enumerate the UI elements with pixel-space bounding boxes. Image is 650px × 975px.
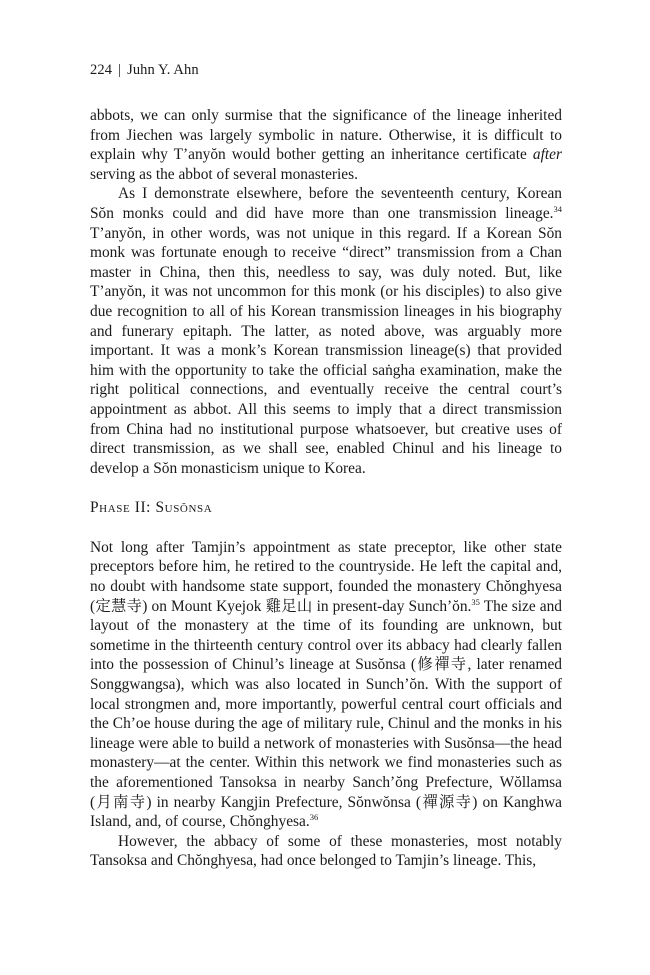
emphasis-after: after <box>532 146 562 164</box>
paragraph-1: abbots, we can only surmise that the significance of the lineage inherited from Jiechen was largely symbolic in nature. Otherwise, it is difficult to explain why T’anyŏn would bother getting an inheritance certificate after serving as the abbot of several monasteries. <box>90 107 562 183</box>
footnote-ref-34: 34 <box>553 203 562 214</box>
paragraph-4: However, the abbacy of some of these monasteries, most notably Tansoksa and Chŏnghyesa, had once belonged to Tamjin’s lineage. This, <box>90 832 562 870</box>
paragraph-2: As I demonstrate elsewhere, before the seventeenth century, Korean Sŏn monks could and did have more than one transmission lineage.$^{34}$ T’anyŏn, in other words, was not unique in this regard. If a Korean Sŏn monk was fortunate enough to receive “direct” transmission from a Chan master in China, then this, needless to say, was duly noted. But, like T’anyŏn, it was not uncommon for this monk (or his disciples) to also give due recognition to all of his Korean transmission lineages in his biography and funerary epitaph. The latter, as noted above, was arguably more important. It was a monk’s Korean transmission lineage(s) that provided him with the opportunity to take the official saṅgha examination, make the right political connections, and eventually receive the central court’s appointment as abbot. All this seems to imply that a direct transmission from China had no institutional purpose whatsoever, but creative uses of direct transmission, as we shall see, enabled Chinul and his lineage to develop a Sŏn monasticism unique to Korea. <box>90 185 562 477</box>
footnote-ref-35: 35 <box>471 596 480 607</box>
footnote-ref-36: 36 <box>309 812 319 823</box>
running-head-separator: | <box>118 62 122 78</box>
running-head-author: Juhn Y. Ahn <box>127 62 199 78</box>
paragraph-3: Not long after Tamjin’s appointment as state preceptor, like other state preceptors before him, he retired to the countryside. He left the capital and, no doubt with handsome state support, founded the monastery Chŏnghyesa (定慧寺) on Mount Kyejok 雞足山 in present-day Sunch’ŏn.$^{35}$ The size and layout of the monastery at the time of its founding are unknown, but sometime in the thirteenth century control over its abbacy had clearly fallen into the possession of Chinul’s lineage at Susŏnsa (修禪寺, later renamed Songgwangsa), which was also located in Sunch’ŏn. With the support of local strongmen and, more importantly, powerful central court officials and the Ch’oe house during the age of military rule, Chinul and the monks in his lineage were able to build a network of monasteries with Susŏnsa—the head monastery—at the center. Within this network we find monasteries such as the aforementioned Tansoksa in nearby Sanch’ŏng Prefecture, Wŏllamsa (月南寺) in nearby Kangjin Prefecture, Sŏnwŏnsa (禪源寺) on Kanghwa Island, and, of course, Chŏnghyesa.$^{36}$ <box>90 538 563 831</box>
book-page <box>90 60 562 871</box>
page-number: 224 <box>90 62 113 78</box>
running-head <box>90 60 562 80</box>
section-heading: Phase II: Susŏnsa <box>90 499 213 517</box>
